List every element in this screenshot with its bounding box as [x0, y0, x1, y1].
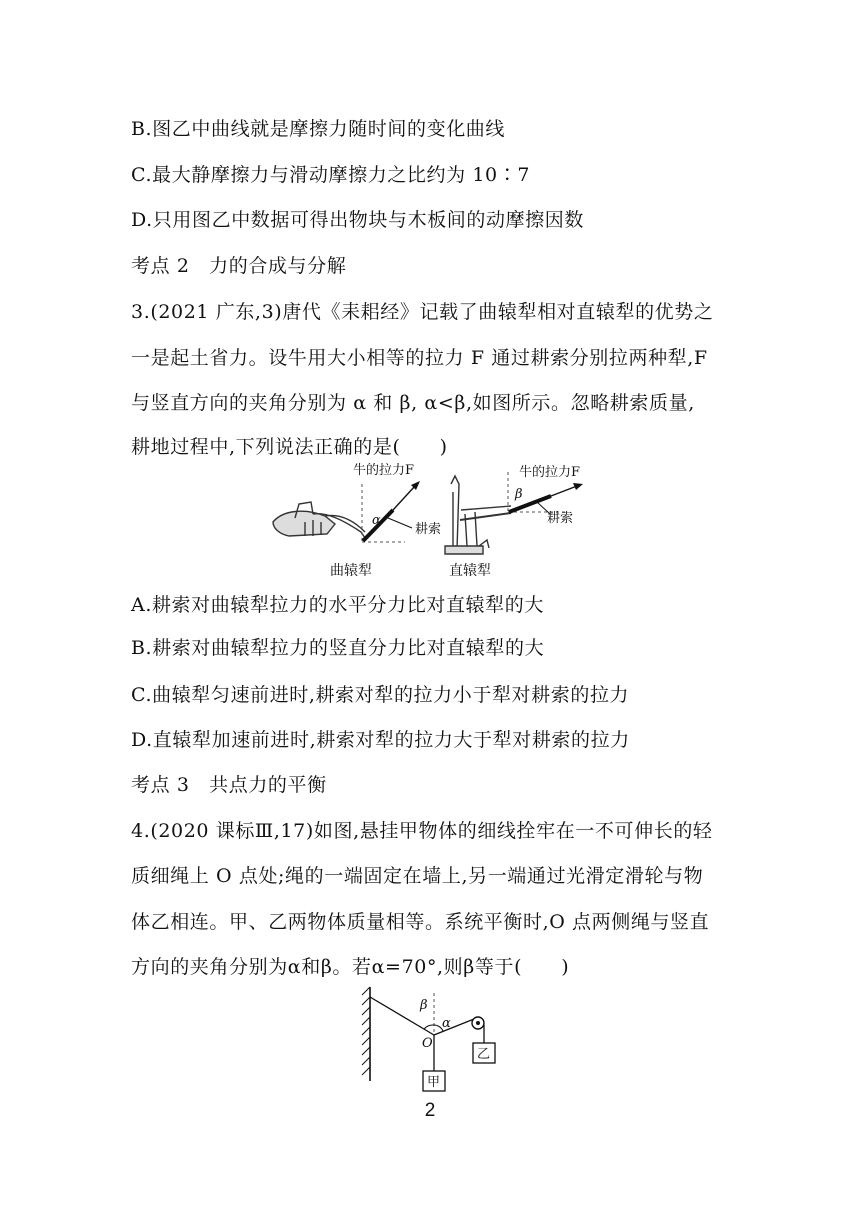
straight-plough-drawing [445, 476, 511, 554]
alpha-label: α [442, 1016, 451, 1031]
section-heading-2: 考点 2 力的合成与分解 [131, 255, 347, 277]
plough-figure [265, 462, 605, 580]
mass-jia-label: 甲 [427, 1075, 441, 1090]
wall-hatching [362, 987, 370, 1075]
q3-option-c: C.曲辕犁匀速前进时,耕索对犁的拉力小于犁对耕索的拉力 [131, 684, 630, 706]
force-label-left: 牛的拉力F [353, 463, 415, 478]
mass-yi-label: 乙 [477, 1047, 491, 1062]
q3-line-1: 3.(2021 广东,3)唐代《耒耜经》记载了曲辕犁相对直辕犁的优势之 [131, 301, 714, 323]
option-d: D.只用图乙中数据可得出物块与木板间的动摩擦因数 [131, 209, 584, 231]
q4-line-1: 4.(2020 课标Ⅲ,17)如图,悬挂甲物体的细线拴牢在一不可伸长的轻 [131, 820, 713, 842]
q4-line-4: 方向的夹角分别为α和β。若α=70°,则β等于( ) [131, 956, 570, 978]
option-b: B.图乙中曲线就是摩擦力随时间的变化曲线 [131, 118, 506, 140]
beta-label: β [515, 487, 523, 502]
q3-option-d: D.直辕犁加速前进时,耕索对犁的拉力大于犁对耕索的拉力 [131, 729, 630, 751]
curved-plough-drawing [273, 502, 365, 538]
q3-line-4: 耕地过程中,下列说法正确的是( ) [131, 436, 448, 458]
caption-straight-plough: 直辕犁 [449, 563, 491, 579]
rope-label-right: 耕索 [547, 511, 574, 526]
q3-option-b: B.耕索对曲辕犁拉力的竖直分力比对直辕犁的大 [131, 637, 545, 659]
q3-line-3: 与竖直方向的夹角分别为 α 和 β, α<β,如图所示。忽略耕索质量, [131, 392, 695, 414]
page-number: 2 [424, 1100, 436, 1121]
q3-option-a: A.耕索对曲辕犁拉力的水平分力比对直辕犁的大 [131, 594, 544, 616]
alpha-label: α [372, 513, 381, 528]
rope-label-left: 耕索 [415, 522, 442, 537]
pulley-figure [360, 985, 520, 1097]
q4-line-2: 质细绳上 O 点处;绳的一端固定在墙上,另一端通过光滑定滑轮与物 [131, 865, 704, 887]
force-label-right: 牛的拉力F [519, 465, 581, 480]
q4-line-3: 体乙相连。甲、乙两物体质量相等。系统平衡时,O 点两侧绳与竖直 [131, 911, 710, 933]
point-o-label: O [422, 1036, 433, 1051]
section-heading-3: 考点 3 共点力的平衡 [131, 774, 327, 796]
caption-curved-plough: 曲辕犁 [330, 563, 372, 579]
option-c: C.最大静摩擦力与滑动摩擦力之比约为 10∶7 [131, 164, 531, 186]
beta-label: β [420, 998, 428, 1013]
q3-line-2: 一是起土省力。设牛用大小相等的拉力 F 通过耕索分别拉两种犁,F [131, 347, 708, 369]
